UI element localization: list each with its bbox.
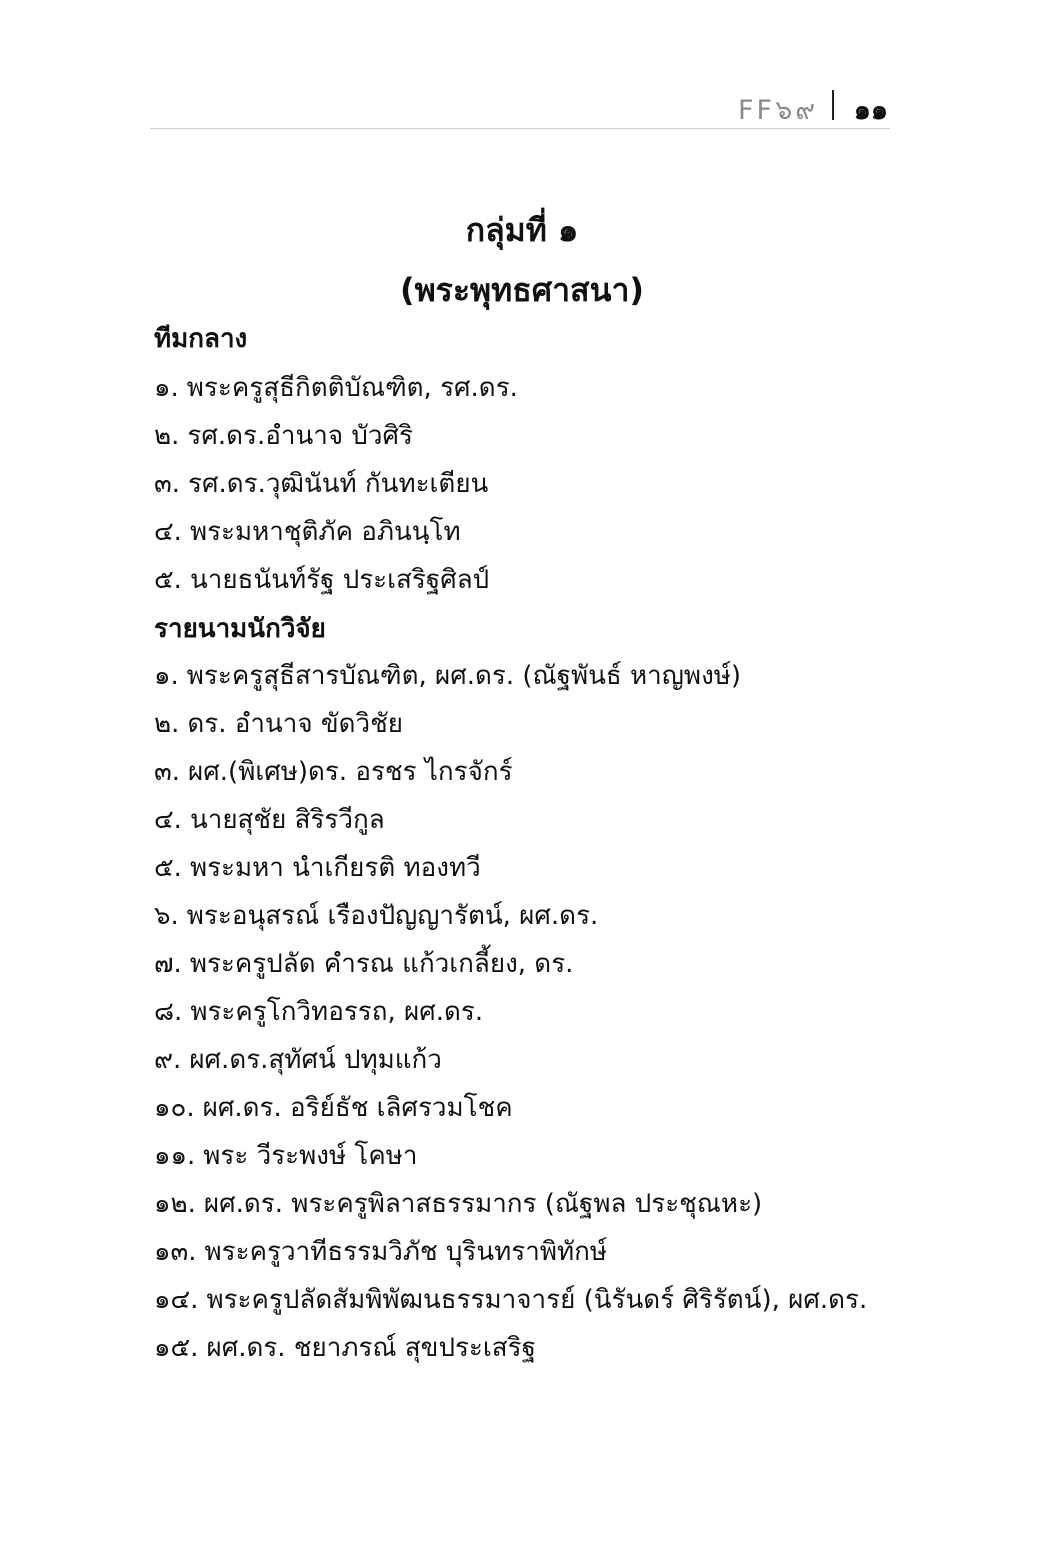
item-number: ๕. [154,565,182,595]
item-name: ดร. อำนาจ ขัดวิชัย [187,709,404,739]
item-name: พระครูโกวิทอรรถ, ผศ.ดร. [190,997,484,1027]
item-name: พระ วีระพงษ์ โคษา [203,1141,418,1171]
list-item [154,1228,867,1276]
page-header [150,84,890,129]
header-divider [832,90,834,120]
list-item [154,1180,867,1228]
item-number: ๑๐. [154,1093,195,1123]
item-number: ๔. [154,805,182,835]
item-number: ๑. [154,373,179,403]
item-number: ๑๑. [154,1141,196,1171]
item-name: พระครูสุธีกิตติบัณฑิต, รศ.ดร. [186,373,518,403]
list-item [154,1276,867,1324]
item-number: ๒. [154,709,180,739]
list-item [154,700,867,748]
item-number: ๑๔. [154,1285,199,1315]
list-item [154,508,518,556]
central-team-list [154,364,518,604]
researchers-list [154,652,867,1372]
item-name: พระครูวาทีธรรมวิภัช บุรินทราพิทักษ์ [204,1237,608,1267]
item-name: ผศ.ดร. พระครูพิลาสธรรมากร (ณัฐพล ประชุณหะ) [203,1189,763,1219]
item-name: พระมหา นำเกียรติ ทองทวี [189,853,481,883]
list-item [154,796,867,844]
item-name: ผศ.ดร. ชยาภรณ์ สุขประเสริฐ [206,1333,536,1363]
item-name: ผศ.ดร. อริย์ธัช เลิศรวมโชค [202,1093,513,1123]
page-number: ๑๑ [853,95,888,126]
item-name: พระครูสุธีสารบัณฑิต, ผศ.ดร. (ณัฐพันธ์ หาญพงษ์) [186,661,742,691]
running-title: FF๖๙ [738,95,818,126]
list-item [154,844,867,892]
item-number: ๓. [154,757,181,787]
item-number: ๑๓. [154,1237,197,1267]
item-name: นายธนันท์รัฐ ประเสริฐศิลป์ [189,565,490,595]
item-name: พระอนุสรณ์ เรืองปัญญารัตน์, ผศ.ดร. [186,901,599,931]
list-item [154,1084,867,1132]
item-number: ๙. [154,1045,182,1075]
item-number: ๓. [154,469,181,499]
researchers-heading: รายนามนักวิจัย [154,614,326,644]
item-name: ผศ.(พิเศษ)ดร. อรชร ไกรจักร์ [188,757,513,787]
list-item [154,412,518,460]
group-subtitle: (พระพุทธศาสนา) [399,271,645,309]
item-number: ๑. [154,661,179,691]
item-number: ๒. [154,421,180,451]
list-item [154,1036,867,1084]
group-title: กลุ่มที่ ๑ [465,211,579,249]
item-number: ๑๕. [154,1333,199,1363]
list-item [154,556,518,604]
item-name: พระครูปลัดสัมพิพัฒนธรรมาจารย์ (นิรันดร์ ศิริรัตน์), ผศ.ดร. [206,1285,868,1315]
item-number: ๕. [154,853,182,883]
list-item [154,364,518,412]
item-number: ๗. [154,949,182,979]
list-item [154,892,867,940]
list-item [154,652,867,700]
item-name: รศ.ดร.วุฒินันท์ กันทะเตียน [188,469,489,499]
list-item [154,940,867,988]
item-name: นายสุชัย สิริรวีกูล [189,805,385,835]
list-item [154,988,867,1036]
item-name: พระมหาชุติภัค อภินนฺโท [189,517,461,547]
list-item [154,1324,867,1372]
list-item [154,748,867,796]
list-item [154,460,518,508]
list-item [154,1132,867,1180]
item-number: ๘. [154,997,183,1027]
item-name: ผศ.ดร.สุทัศน์ ปทุมแก้ว [189,1045,442,1075]
item-number: ๑๒. [154,1189,196,1219]
item-name: รศ.ดร.อำนาจ บัวศิริ [187,421,413,451]
item-name: พระครูปลัด คำรณ แก้วเกลี้ยง, ดร. [189,949,574,979]
central-team-heading: ทีมกลาง [154,324,248,354]
item-number: ๖. [154,901,179,931]
item-number: ๔. [154,517,182,547]
